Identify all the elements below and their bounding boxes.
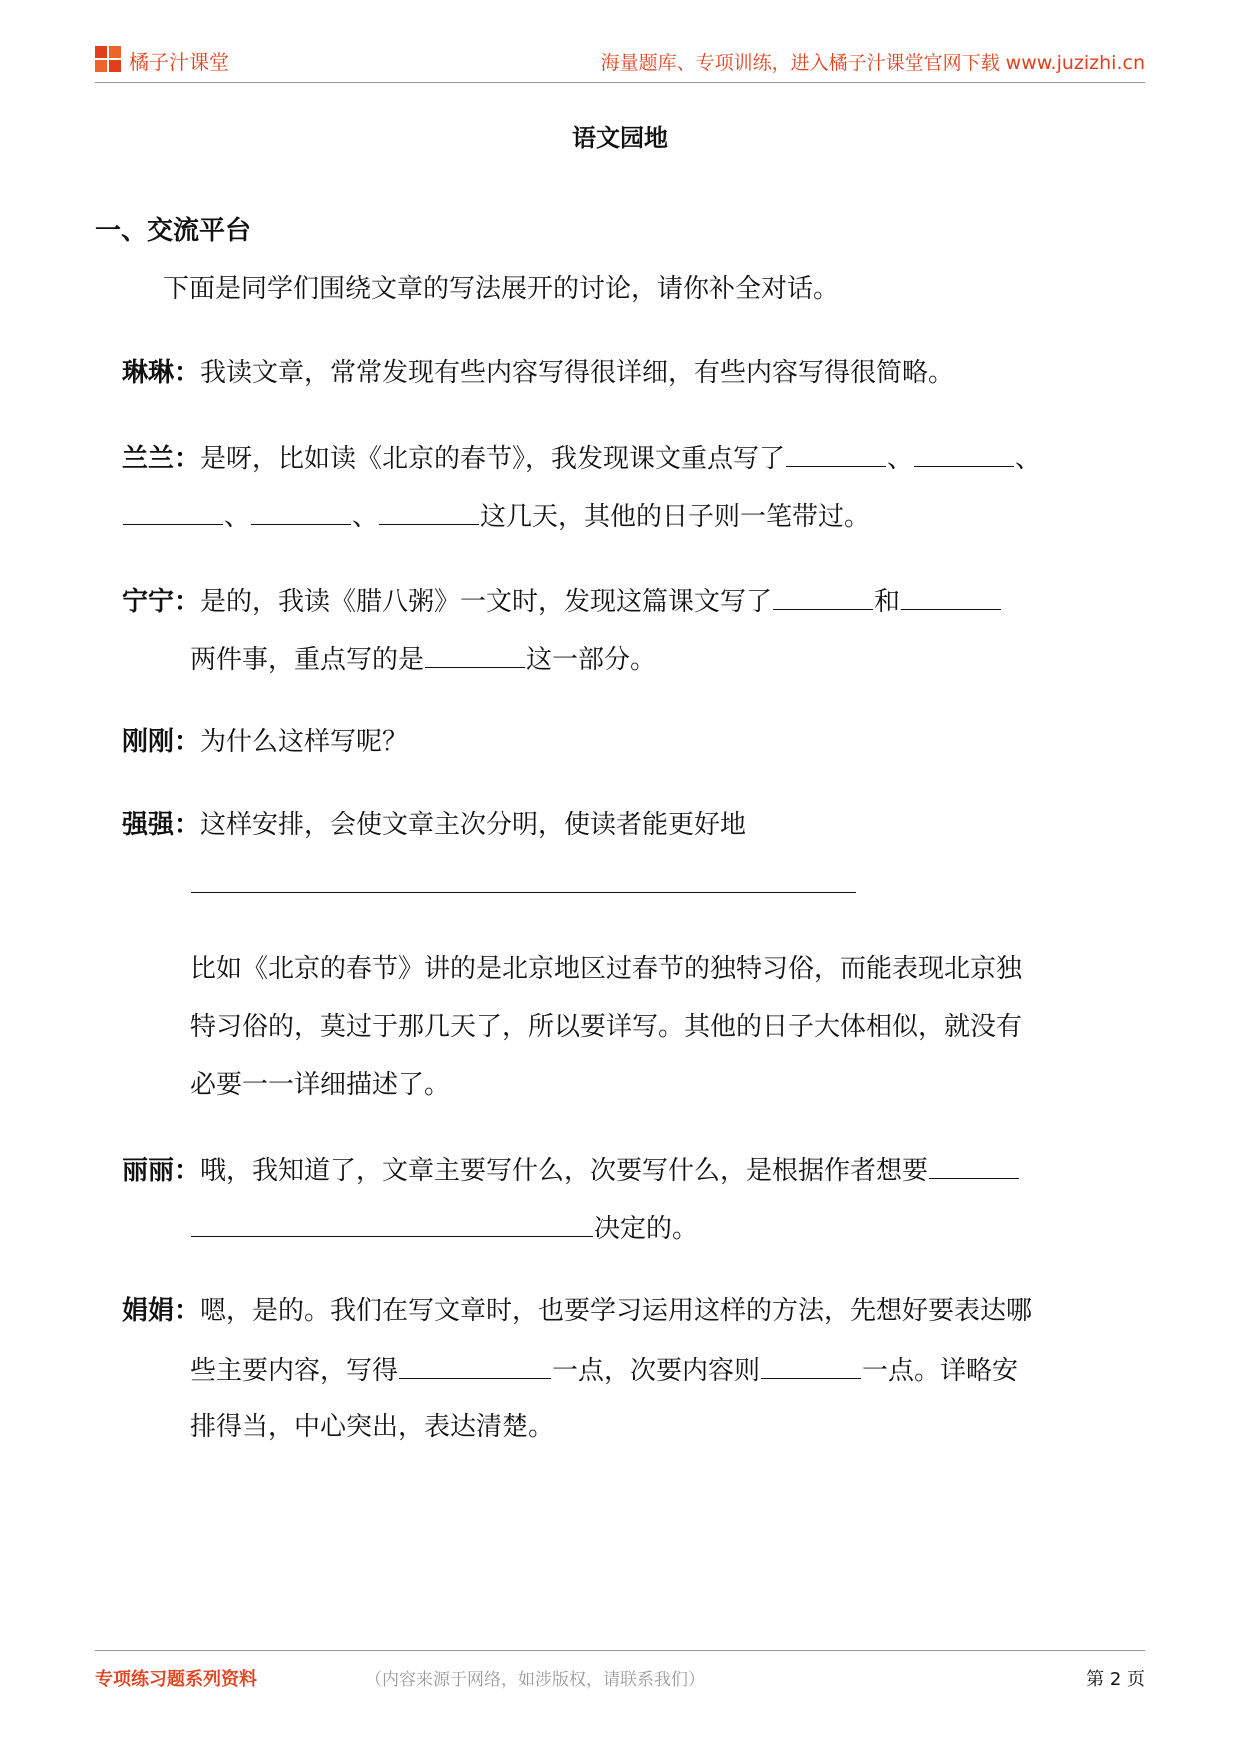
separator: 、 <box>224 502 251 532</box>
dialog-juanjuan-line1 <box>122 1294 1032 1328</box>
dialog-lanlan-line1 <box>122 440 1041 476</box>
answer-blank[interactable] <box>379 498 479 525</box>
dialog-text: 一点。详略安 <box>862 1356 1019 1386</box>
brand-name: 橘子汁课堂 <box>129 50 229 74</box>
answer-blank[interactable] <box>914 440 1014 467</box>
speaker-label: 琳琳： <box>122 358 201 388</box>
dialog-text: 这几天，其他的日子则一笔带过。 <box>480 502 871 532</box>
dialog-text: 嗯，是的。我们在写文章时，也要学习运用这样的方法，先想好要表达哪 <box>200 1296 1033 1326</box>
dialog-qiangqiang-line1 <box>122 808 746 842</box>
dialog-text: 两件事，重点写的是 <box>190 645 425 675</box>
dialog-linlin <box>122 356 954 390</box>
answer-blank[interactable] <box>399 1352 551 1379</box>
dialog-text: 是的，我读《腊八粥》一文时，发现这篇课文写了 <box>200 587 773 617</box>
header-tagline: 海量题库、专项训练，进入橘子汁课堂官网下载 www.juzizhi.cn <box>600 52 1145 74</box>
speaker-label: 刚刚： <box>122 727 201 757</box>
dialog-text: 这样安排，会使文章主次分明，使读者能更好地 <box>200 810 747 840</box>
answer-blank[interactable] <box>191 866 856 893</box>
conjunction: 和 <box>874 587 901 617</box>
dialog-text: 我读文章，常常发现有些内容写得很详细，有些内容写得很简略。 <box>200 358 955 388</box>
answer-blank[interactable] <box>901 583 1001 610</box>
answer-blank[interactable] <box>929 1152 1019 1179</box>
dialog-qiangqiang-line5: 必要一一详细描述了。 <box>190 1070 451 1100</box>
dialog-ningning-line2 <box>190 641 656 677</box>
dialog-lili-line1 <box>122 1152 1020 1188</box>
speaker-label: 娟娟： <box>122 1296 201 1326</box>
dialog-ningning-line1 <box>122 583 1002 619</box>
dialog-text: 哦，我知道了，文章主要写什么，次要写什么，是根据作者想要 <box>200 1156 929 1186</box>
dialog-text: 一点，次要内容则 <box>552 1356 761 1386</box>
dialog-text: 为什么这样写呢？ <box>200 727 409 757</box>
answer-blank[interactable] <box>251 498 351 525</box>
dialog-text: 是呀，比如读《北京的春节》，我发现课文重点写了 <box>200 444 786 474</box>
dialog-qiangqiang-line3: 比如《北京的春节》讲的是北京地区过春节的独特习俗，而能表现北京独 <box>190 954 1023 984</box>
separator: 、 <box>1015 444 1042 474</box>
footer-disclaimer: （内容来源于网络，如涉版权，请联系我们） <box>365 1670 705 1690</box>
dialog-ganggang <box>122 725 408 759</box>
speaker-label: 宁宁： <box>122 587 201 617</box>
dialog-text: 些主要内容，写得 <box>190 1356 399 1386</box>
answer-blank[interactable] <box>425 641 525 668</box>
page-header <box>95 40 1145 83</box>
page-footer <box>95 1650 1145 1701</box>
answer-blank[interactable] <box>191 1210 593 1237</box>
speaker-label: 兰兰： <box>122 444 201 474</box>
footer-series: 专项练习题系列资料 <box>95 1669 257 1690</box>
answer-blank[interactable] <box>123 498 223 525</box>
dialog-text: 决定的。 <box>594 1214 699 1244</box>
separator: 、 <box>352 502 379 532</box>
speaker-label: 丽丽： <box>122 1156 201 1186</box>
dialog-qiangqiang-line4: 特习俗的，莫过于那几天了，所以要详写。其他的日子大体相似，就没有 <box>190 1012 1023 1042</box>
dialog-juanjuan-line2 <box>190 1352 1018 1388</box>
speaker-label: 强强： <box>122 810 201 840</box>
answer-blank[interactable] <box>761 1352 861 1379</box>
logo-icon <box>95 46 123 74</box>
separator: 、 <box>887 444 914 474</box>
dialog-text: 这一部分。 <box>526 645 657 675</box>
page-number: 第 2 页 <box>1086 1669 1145 1690</box>
dialog-qiangqiang-line2 <box>190 866 857 902</box>
section-heading: 一、交流平台 <box>95 216 252 246</box>
dialog-lili-line2 <box>190 1210 698 1246</box>
intro-text: 下面是同学们围绕文章的写法展开的讨论，请你补全对话。 <box>163 274 840 304</box>
answer-blank[interactable] <box>773 583 873 610</box>
dialog-lanlan-line2 <box>122 498 870 534</box>
dialog-juanjuan-line3: 排得当，中心突出，表达清楚。 <box>190 1412 555 1442</box>
document-title: 语文园地 <box>572 124 668 152</box>
answer-blank[interactable] <box>786 440 886 467</box>
